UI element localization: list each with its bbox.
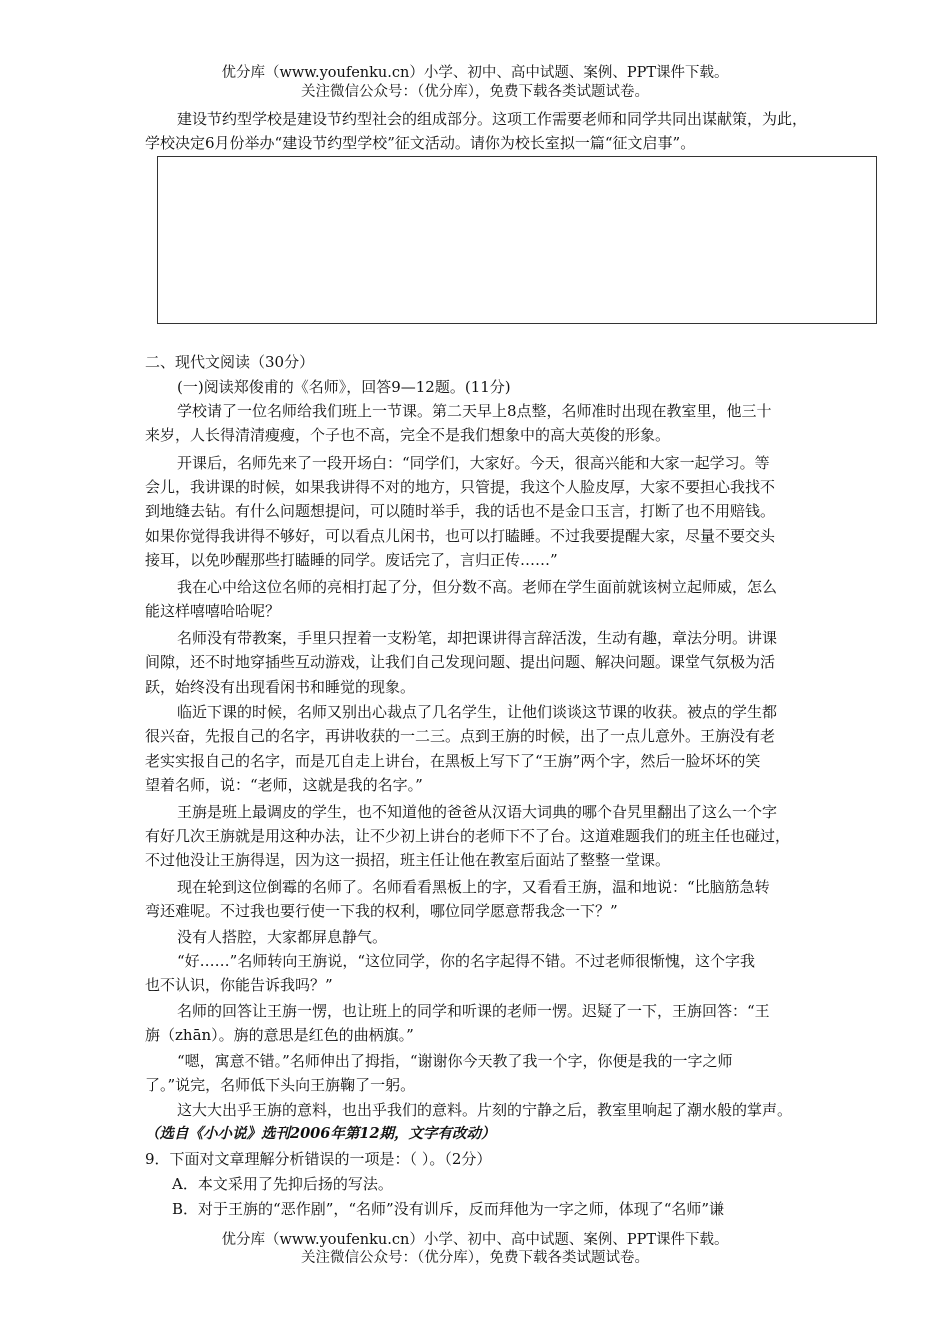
passage-line: 有好几次王旃就是用这种办法，让不少初上讲台的老师下不了台。这道难题我们的班主任也碰过， (145, 827, 791, 845)
passage-line: 很兴奋，先报自己的名字，再讲收获的一二三。点到王旃的时候，出了一点儿意外。王旃没有老 (145, 727, 776, 745)
passage-line: 跃，始终没有出现看闲书和睡觉的现象。 (145, 678, 416, 696)
question-9-stem: 9．下面对文章理解分析错误的一项是：（ ）。（2分） (145, 1150, 492, 1168)
passage-line: 望着名师，说：“老师，这就是我的名字。” (145, 776, 423, 794)
question-9-option-a: A．本文采用了先抑后扬的写法。 (172, 1175, 393, 1193)
task-line-1: 建设节约型学校是建设节约型社会的组成部分。这项工作需要老师和同学共同出谋献策，为此， (177, 110, 808, 128)
header-line-2: 关注微信公众号：（优分库），免费下载各类试题试卷。 (301, 84, 649, 100)
header-line-1: 优分库（www.youfenku.cn）小学、初中、高中试题、案例、PPT课件下载。 (221, 65, 729, 81)
passage-line: 这大大出乎王旃的意料，也出乎我们的意料。片刻的宁静之后，教室里响起了潮水般的掌声。 (177, 1101, 793, 1119)
passage-line: 旃（zhān）。旃的意思是红色的曲柄旗。” (145, 1026, 414, 1044)
passage-line: 不过他没让王旃得逞，因为这一损招，班主任让他在教室后面站了整整一堂课。 (145, 851, 671, 869)
passage-line: 学校请了一位名师给我们班上一节课。第二天早上8点整，名师准时出现在教室里，他三十 (177, 402, 772, 420)
passage-line: 名师的回答让王旃一愣，也让班上的同学和听课的老师一愣。迟疑了一下，王旃回答：“王 (177, 1002, 770, 1020)
passage-line: 老实实报自己的名字，而是兀自走上讲台，在黑板上写下了“王旃”两个字，然后一脸坏坏的笑 (145, 752, 761, 770)
passage-line: 到地缝去钻。有什么问题想提问，可以随时举手，我的话也不是金口玉言，打断了也不用赔钱。 (145, 502, 776, 520)
passage-line: 来岁，人长得清清瘦瘦，个子也不高，完全不是我们想象中的高大英俊的形象。 (145, 426, 671, 444)
passage-line: 接耳，以免吵醒那些打瞌睡的同学。废话完了，言归正传……” (145, 551, 558, 569)
section-intro: (一)阅读郑俊甫的《名师》，回答9—12题。(11分) (177, 378, 511, 396)
passage-line: 如果你觉得我讲得不够好，可以看点儿闲书，也可以打瞌睡。不过我要提醒大家，尽量不要交头 (145, 527, 776, 545)
passage-line: 开课后，名师先来了一段开场白：“同学们，大家好。今天，很高兴能和大家一起学习。等 (177, 454, 770, 472)
passage-line: 间隙，还不时地穿插些互动游戏，让我们自己发现问题、提出问题、解决问题。课堂气氛极为活 (145, 653, 776, 671)
passage-line: “嗯，寓意不错。”名师伸出了拇指，“谢谢你今天教了我一个字，你便是我的一字之师 (177, 1052, 733, 1070)
passage-line: 王旃是班上最调皮的学生，也不知道他的爸爸从汉语大词典的哪个旮旯里翻出了这么一个字 (177, 803, 778, 821)
passage-line: 能这样嘻嘻哈哈呢？ (145, 602, 281, 620)
question-9-option-b: B．对于王旃的“恶作剧”，“名师”没有训斥，反而拜他为一字之师，体现了“名师”谦 (172, 1200, 725, 1218)
passage-line: 临近下课的时候，名师又别出心裁点了几名学生，让他们谈谈这节课的收获。被点的学生都 (177, 703, 778, 721)
passage-line: 也不认识，你能告诉我吗？” (145, 976, 333, 994)
passage-line: 现在轮到这位倒霉的名师了。名师看看黑板上的字，又看看王旃，温和地说：“比脑筋急转 (177, 878, 770, 896)
passage-line: 了。”说完，名师低下头向王旃鞠了一躬。 (145, 1076, 416, 1094)
answer-box[interactable] (157, 156, 877, 324)
passage-line: 会儿，我讲课的时候，如果我讲得不对的地方，只管提，我这个人脸皮厚，大家不要担心我找不 (145, 478, 776, 496)
task-line-2: 学校决定6月份举办“建设节约型学校”征文活动。请你为校长室拟一篇“征文启事”。 (145, 134, 696, 152)
passage-line: 没有人搭腔，大家都屏息静气。 (177, 928, 388, 946)
passage-line: 我在心中给这位名师的亮相打起了分，但分数不高。老师在学生面前就该树立起师威，怎么 (177, 578, 778, 596)
footer-line-2: 关注微信公众号：（优分库），免费下载各类试题试卷。 (301, 1250, 649, 1266)
footer-line-1: 优分库（www.youfenku.cn）小学、初中、高中试题、案例、PPT课件下载。 (221, 1232, 729, 1248)
source-citation: （选自《小小说》选刊2006年第12期，文字有改动） (145, 1125, 496, 1142)
section-title: 二、现代文阅读（30分） (145, 353, 315, 371)
passage-line: “好……”名师转向王旃说，“这位同学，你的名字起得不错。不过老师很惭愧，这个字我 (177, 952, 756, 970)
passage-line: 弯还难呢。不过我也要行使一下我的权利，哪位同学愿意帮我念一下？” (145, 902, 618, 920)
passage-line: 名师没有带教案，手里只捏着一支粉笔，却把课讲得言辞活泼，生动有趣，章法分明。讲课 (177, 629, 778, 647)
